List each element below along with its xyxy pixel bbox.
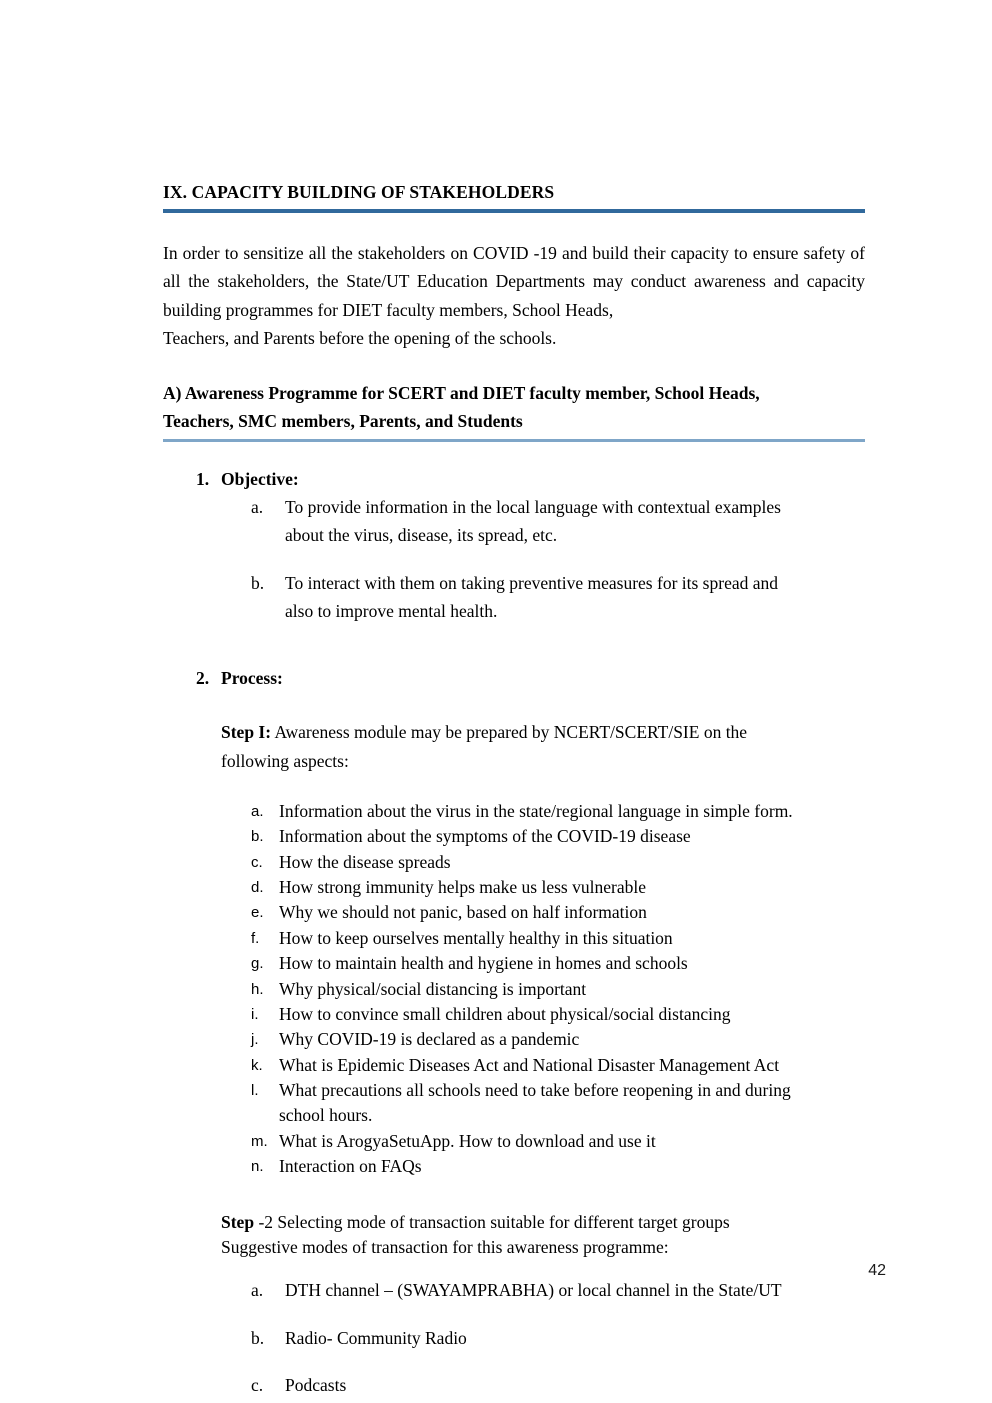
list-item <box>163 1129 865 1154</box>
list-item-text: Interaction on FAQs <box>279 1156 422 1177</box>
list-item-text <box>285 493 865 550</box>
list-item-text: Information about the symptoms of the COVID-19 disease <box>279 826 691 847</box>
list-item <box>163 1053 865 1078</box>
list-item <box>163 977 865 1002</box>
list-item-marker: b. <box>251 828 264 846</box>
list-item-marker: l. <box>251 1082 259 1100</box>
list-item-marker: e. <box>251 904 264 922</box>
list-item-text: How strong immunity helps make us less vulnerable <box>279 877 646 898</box>
list-item <box>163 850 865 875</box>
step2-mode-list <box>163 1276 865 1399</box>
list-item-objective <box>163 465 865 493</box>
step1-paragraph <box>163 718 865 775</box>
list-item-lastline: also to improve mental health. <box>285 600 498 621</box>
list-item <box>163 824 865 849</box>
list-item-marker: a. <box>251 496 264 517</box>
list-item-marker: j. <box>251 1031 259 1049</box>
list-item-marker: f. <box>251 929 260 947</box>
section-heading: IX. CAPACITY BUILDING OF STAKEHOLDERS <box>163 182 555 202</box>
list-item-text: How the disease spreads <box>279 851 451 872</box>
list-item-text <box>279 1078 865 1129</box>
spacer <box>163 213 865 239</box>
list-item <box>163 1276 865 1304</box>
list-item-marker: n. <box>251 1158 264 1176</box>
intro-paragraph-text: In order to sensitize all the stakeholders on COVID -19 and build their capacity to ensure safety of all the stakeholders, the State/UT Education Departments may conduct awareness and capacity building programmes for DIET faculty members, School Heads, <box>163 242 865 320</box>
step1-aspect-list <box>163 799 865 1180</box>
objective-label: Objective: <box>221 468 299 489</box>
step1-text: Awareness module may be prepared by NCERT/SCERT/SIE on the <box>271 722 748 743</box>
list-item <box>163 900 865 925</box>
list-item-marker: b. <box>251 1327 265 1348</box>
list-item-marker: d. <box>251 879 264 897</box>
list-item-lastline: school hours. <box>279 1105 373 1126</box>
list-item-lastline: about the virus, disease, its spread, etc. <box>285 525 558 546</box>
list-item-marker: h. <box>251 980 264 998</box>
spacer <box>163 352 865 380</box>
objective-sub-list <box>163 493 865 625</box>
list-item-marker: i. <box>251 1005 259 1023</box>
step1-label: Step I: <box>221 722 272 743</box>
list-item-marker: k. <box>251 1056 263 1074</box>
list-item-text: Why COVID-19 is declared as a pandemic <box>279 1029 580 1050</box>
subsection-heading-line1: A) Awareness Programme for SCERT and DIET faculty member, School Heads, <box>163 383 760 404</box>
step2-line2: Suggestive modes of transaction for this awareness programme: <box>221 1236 669 1257</box>
spacer <box>163 1180 865 1210</box>
list-item <box>163 1002 865 1027</box>
spacer <box>163 692 865 718</box>
step2-label: Step <box>221 1211 255 1232</box>
list-item-text: How to convince small children about physical/social distancing <box>279 1003 731 1024</box>
list-item-marker: a. <box>251 802 264 820</box>
spacer <box>163 644 865 664</box>
process-label: Process: <box>221 668 283 689</box>
list-item-text: What is ArogyaSetuApp. How to download and use it <box>279 1130 656 1151</box>
spacer <box>163 442 865 465</box>
page-number: 42 <box>868 1262 886 1279</box>
list-item-text: DTH channel – (SWAYAMPRABHA) or local channel in the State/UT <box>285 1280 782 1301</box>
list-item <box>163 1078 865 1129</box>
list-item <box>163 1154 865 1179</box>
subsection-heading-line2: Teachers, SMC members, Parents, and Students <box>163 410 523 431</box>
intro-paragraph-lastline: Teachers, and Parents before the opening of the schools. <box>163 327 557 348</box>
list-item-text <box>285 569 865 626</box>
list-item <box>163 493 865 550</box>
process-item-group <box>163 664 865 692</box>
intro-paragraph <box>163 239 865 352</box>
list-item <box>163 569 865 626</box>
step2-text: -2 Selecting mode of transaction suitable for different target groups <box>254 1211 730 1232</box>
spacer <box>163 775 865 799</box>
list-item-text: Podcasts <box>285 1374 347 1395</box>
list-item-text: Radio- Community Radio <box>285 1327 467 1348</box>
step2-paragraph <box>163 1210 865 1261</box>
list-item <box>163 1027 865 1052</box>
process-marker: 2. <box>196 668 210 689</box>
objective-marker: 1. <box>196 468 210 489</box>
list-item <box>163 951 865 976</box>
objective-item-group <box>163 465 865 493</box>
list-item-text: Why we should not panic, based on half information <box>279 902 647 923</box>
list-item-process <box>163 664 865 692</box>
list-item <box>163 1324 865 1352</box>
list-item <box>163 875 865 900</box>
list-item-marker: b. <box>251 572 265 593</box>
list-item <box>163 799 865 824</box>
subsection-heading <box>163 380 865 435</box>
list-item-marker: a. <box>251 1280 264 1301</box>
list-item-marker: m. <box>251 1132 268 1150</box>
list-item-line: What precautions all schools need to take before reopening in and during <box>279 1080 791 1101</box>
list-item <box>163 1371 865 1399</box>
step2-line1 <box>221 1210 865 1235</box>
list-item <box>163 926 865 951</box>
list-item-marker: c. <box>251 1374 264 1395</box>
list-item-text: How to maintain health and hygiene in homes and schools <box>279 953 688 974</box>
page-content <box>163 182 865 1403</box>
list-item-text: Why physical/social distancing is important <box>279 978 587 999</box>
list-item-text: Information about the virus in the state/regional language in simple form. <box>279 800 793 821</box>
list-item-line: To interact with them on taking preventive measures for its spread and <box>285 572 778 593</box>
list-item-text: How to keep ourselves mentally healthy in this situation <box>279 927 673 948</box>
list-item-text: What is Epidemic Diseases Act and National Disaster Management Act <box>279 1054 780 1075</box>
list-item-line: To provide information in the local language with contextual examples <box>285 496 781 517</box>
list-item-marker: g. <box>251 955 264 973</box>
list-item-marker: c. <box>251 853 263 871</box>
step1-lastline: following aspects: <box>221 750 349 771</box>
